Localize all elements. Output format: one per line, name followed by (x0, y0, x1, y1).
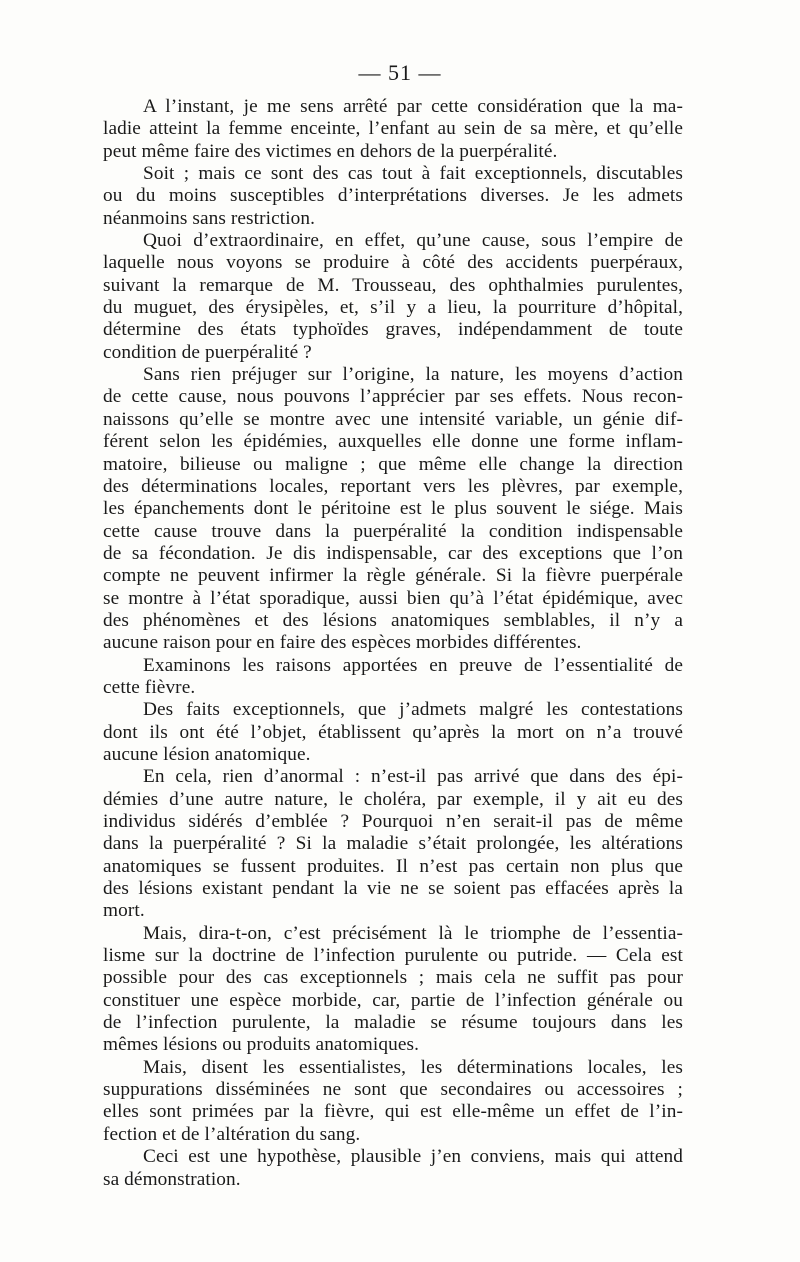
text-line: individus sidérés d’emblée ? Pourquoi n’en serait-il pas de même (103, 811, 683, 832)
text-line: elles sont primées par la fièvre, qui est elle-même un effet de l’in- (103, 1101, 683, 1123)
text-line: condition de puerpéralité ? (103, 341, 312, 363)
text-line: se montre à l’état sporadique, aussi bien qu’à l’état épidémique, avec (103, 587, 683, 609)
text-line: Mais, disent les essentialistes, les déterminations locales, les (143, 1056, 683, 1078)
text-line: détermine des états typhoïdes graves, indépendamment de toute (103, 319, 683, 341)
text-line: aucune raison pour en faire des espèces morbides différentes. (103, 632, 582, 654)
text-line: En cela, rien d’anormal : n’est-il pas arrivé que dans des épi- (143, 766, 683, 788)
text-line: anatomiques se fussent produites. Il n’est pas certain non plus que (103, 855, 683, 877)
text-line: des phénomènes et des lésions anatomiques semblables, il n’y a (103, 609, 683, 631)
text-line: de sa fécondation. Je dis indispensable, car des exceptions que l’on (103, 542, 683, 564)
text-line: ladie atteint la femme enceinte, l’enfant au sein de sa mère, et qu’elle (103, 118, 683, 140)
body-text (103, 96, 683, 1191)
text-line: Examinons les raisons apportées en preuve de l’essentialité de (143, 654, 683, 676)
text-line: laquelle nous voyons se produire à côté des accidents puerpéraux, (103, 252, 683, 274)
text-line: dans la puerpéralité ? Si la maladie s’était prolongée, les altérations (103, 833, 683, 855)
text-line: les épanchements dont le péritoine est le plus souvent le siége. Mais (103, 498, 683, 520)
text-line: Mais, dira-t-on, c’est précisément là le triomphe de l’essentia- (143, 922, 683, 944)
text-line: néanmoins sans restriction. (103, 207, 316, 229)
text-line: Quoi d’extraordinaire, en effet, qu’une cause, sous l’empire de (143, 230, 683, 252)
text-line: suppurations disséminées ne sont que secondaires ou accessoires ; (103, 1079, 683, 1101)
text-line: naissons qu’elle se montre avec une intensité variable, un génie dif- (103, 408, 683, 430)
text-line: matoire, bilieuse ou maligne ; que même elle change la direction (103, 453, 683, 475)
text-line: peut même faire des victimes en dehors de la puerpéralité. (103, 140, 558, 162)
text-line: A l’instant, je me sens arrêté par cette considération que la ma- (143, 96, 683, 117)
text-line: compte ne peuvent infirmer la règle générale. Si la fièvre puerpérale (103, 565, 683, 587)
text-line: constituer une espèce morbide, car, partie de l’infection générale ou (103, 989, 683, 1011)
text-line: sa démonstration. (103, 1168, 241, 1190)
text-line: cette cause trouve dans la puerpéralité la condition indispensable (103, 520, 683, 542)
text-line: dont ils ont été l’objet, établissent qu’après la mort on n’a trouvé (103, 721, 683, 743)
text-line: lisme sur la doctrine de l’infection purulente ou putride. — Cela est (103, 945, 683, 967)
page-number: — 51 — (358, 60, 442, 85)
text-line: mêmes lésions ou produits anatomiques. (103, 1034, 420, 1056)
text-line: Ceci est une hypothèse, plausible j’en conviens, mais qui attend (143, 1146, 683, 1168)
text-line: Soit ; mais ce sont des cas tout à fait exceptionnels, discutables (143, 163, 683, 185)
text-line: des déterminations locales, reportant vers les plèvres, par exemple, (103, 475, 683, 497)
text-line: ou du moins susceptibles d’interprétations diverses. Je les admets (103, 185, 683, 207)
text-line: suivant la remarque de M. Trousseau, des ophthalmies purulentes, (103, 274, 683, 296)
text-line: du muguet, des érysipèles, et, s’il y a lieu, la pourriture d’hôpital, (103, 297, 683, 319)
text-line: de l’infection purulente, la maladie se résume toujours dans les (103, 1012, 683, 1034)
text-line: aucune lésion anatomique. (103, 743, 311, 765)
text-line: cette fièvre. (103, 676, 196, 698)
text-line: de cette cause, nous pouvons l’apprécier par ses effets. Nous recon- (103, 386, 683, 408)
text-line: des lésions existant pendant la vie ne se soient pas effacées après la (103, 878, 683, 900)
text-line: fection et de l’altération du sang. (103, 1123, 361, 1145)
text-line: Des faits exceptionnels, que j’admets malgré les contestations (143, 699, 683, 721)
text-line: possible pour des cas exceptionnels ; mais cela ne suffit pas pour (103, 967, 683, 989)
text-line: Sans rien préjuger sur l’origine, la nature, les moyens d’action (143, 364, 683, 386)
text-line: démies d’une autre nature, le choléra, par exemple, il y ait eu des (103, 788, 683, 810)
text-line: férent selon les épidémies, auxquelles elle donne une forme inflam- (103, 431, 683, 453)
text-line: mort. (103, 900, 145, 922)
